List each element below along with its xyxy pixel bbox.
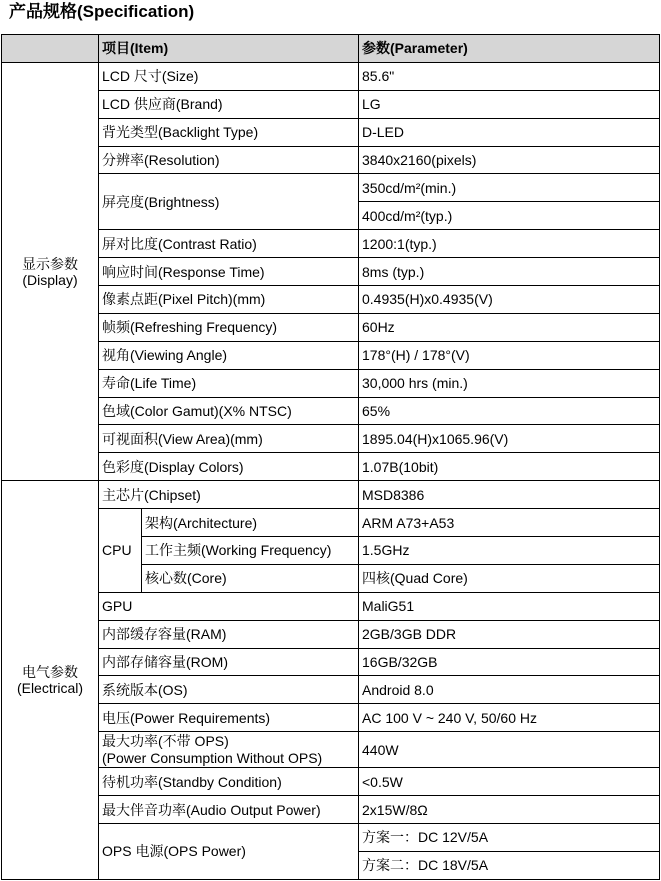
page-title: 产品规格(Specification): [9, 2, 195, 21]
table-row: [2, 768, 660, 796]
value-cell: 178°(H) / 178°(V): [359, 341, 660, 369]
table-row: [2, 425, 660, 453]
value-cell: 1.07B(10bit): [359, 453, 660, 481]
table-row: [2, 648, 660, 676]
item-cell: 可视面积(View Area)(mm): [99, 425, 359, 453]
table-row: [2, 313, 660, 341]
header-blank: [2, 35, 99, 63]
item-cell: 工作主频(Working Frequency): [142, 537, 359, 565]
value-cell: 16GB/32GB: [359, 648, 660, 676]
item-cell: 响应时间(Response Time): [99, 258, 359, 286]
header-item: 项目(Item): [99, 35, 359, 63]
item-cell: 最大伴音功率(Audio Output Power): [99, 796, 359, 824]
power-item-line2: (Power Consumption Without OPS): [102, 749, 323, 766]
item-cell: 待机功率(Standby Condition): [99, 768, 359, 796]
table-row: [2, 118, 660, 146]
value-cell: 440W: [359, 732, 660, 768]
value-cell: LG: [359, 90, 660, 118]
table-row: [2, 481, 660, 509]
table-row: [2, 90, 660, 118]
item-cell: 屏亮度(Brightness): [99, 174, 359, 230]
header-parameter: 参数(Parameter): [359, 35, 660, 63]
item-cell: LCD 尺寸(Size): [99, 62, 359, 90]
item-cell: LCD 供应商(Brand): [99, 90, 359, 118]
value-cell: ARM A73+A53: [359, 509, 660, 537]
value-cell: 2GB/3GB DDR: [359, 620, 660, 648]
table-row: [2, 230, 660, 258]
table-row: [2, 509, 660, 537]
table-row: [2, 732, 660, 768]
value-cell: 方案二：DC 18V/5A: [359, 851, 660, 879]
table-row: [2, 62, 660, 90]
table-row: [2, 369, 660, 397]
value-cell: D-LED: [359, 118, 660, 146]
value-cell: 1.5GHz: [359, 537, 660, 565]
value-cell: 350cd/m²(min.): [359, 174, 660, 202]
table-row: [2, 676, 660, 704]
table-row: [2, 704, 660, 732]
item-cell: 系统版本(OS): [99, 676, 359, 704]
item-cell: 像素点距(Pixel Pitch)(mm): [99, 286, 359, 314]
value-cell: MSD8386: [359, 481, 660, 509]
electrical-category-en: (Electrical): [16, 680, 84, 697]
item-cell: 色彩度(Display Colors): [99, 453, 359, 481]
item-cell: 色域(Color Gamut)(X% NTSC): [99, 397, 359, 425]
table-row: [2, 286, 660, 314]
value-cell: 30,000 hrs (min.): [359, 369, 660, 397]
table-row: [2, 341, 660, 369]
electrical-category-cn: 电气参数: [22, 664, 78, 681]
item-cell: 帧频(Refreshing Frequency): [99, 313, 359, 341]
table-row: [2, 258, 660, 286]
value-cell: 3840x2160(pixels): [359, 146, 660, 174]
display-category-en: (Display): [22, 271, 78, 288]
value-cell: 四核(Quad Core): [359, 564, 660, 592]
table-row: [2, 824, 660, 852]
table-row: [2, 592, 660, 620]
electrical-category: [2, 481, 99, 880]
cpu-label: CPU: [99, 509, 142, 593]
item-cell: 内部缓存容量(RAM): [99, 620, 359, 648]
table-row: [2, 146, 660, 174]
display-category: [2, 62, 99, 480]
value-cell: MaliG51: [359, 592, 660, 620]
value-cell: 60Hz: [359, 313, 660, 341]
spec-table: [1, 34, 660, 880]
item-cell: OPS 电源(OPS Power): [99, 824, 359, 880]
item-cell: 主芯片(Chipset): [99, 481, 359, 509]
item-cell: 寿命(Life Time): [99, 369, 359, 397]
table-row: [2, 397, 660, 425]
table-header-row: [2, 35, 660, 63]
value-cell: 2x15W/8Ω: [359, 796, 660, 824]
item-cell: 背光类型(Backlight Type): [99, 118, 359, 146]
table-row: [2, 453, 660, 481]
item-cell: [99, 732, 359, 768]
item-cell: 分辨率(Resolution): [99, 146, 359, 174]
table-row: [2, 796, 660, 824]
table-row: [2, 174, 660, 202]
item-cell: 视角(Viewing Angle): [99, 341, 359, 369]
item-cell: 电压(Power Requirements): [99, 704, 359, 732]
item-cell: 屏对比度(Contrast Ratio): [99, 230, 359, 258]
value-cell: 方案一：DC 12V/5A: [359, 824, 660, 852]
value-cell: 1895.04(H)x1065.96(V): [359, 425, 660, 453]
value-cell: AC 100 V ~ 240 V, 50/60 Hz: [359, 704, 660, 732]
value-cell: Android 8.0: [359, 676, 660, 704]
power-item-line1: 最大功率(不带 OPS): [102, 732, 229, 749]
display-category-cn: 显示参数: [22, 255, 78, 272]
item-cell: GPU: [99, 592, 359, 620]
value-cell: <0.5W: [359, 768, 660, 796]
item-cell: 架构(Architecture): [142, 509, 359, 537]
item-cell: 内部存储容量(ROM): [99, 648, 359, 676]
value-cell: 85.6": [359, 62, 660, 90]
table-row: [2, 620, 660, 648]
value-cell: 0.4935(H)x0.4935(V): [359, 286, 660, 314]
value-cell: 65%: [359, 397, 660, 425]
value-cell: 8ms (typ.): [359, 258, 660, 286]
value-cell: 1200:1(typ.): [359, 230, 660, 258]
value-cell: 400cd/m²(typ.): [359, 202, 660, 230]
item-cell: 核心数(Core): [142, 564, 359, 592]
